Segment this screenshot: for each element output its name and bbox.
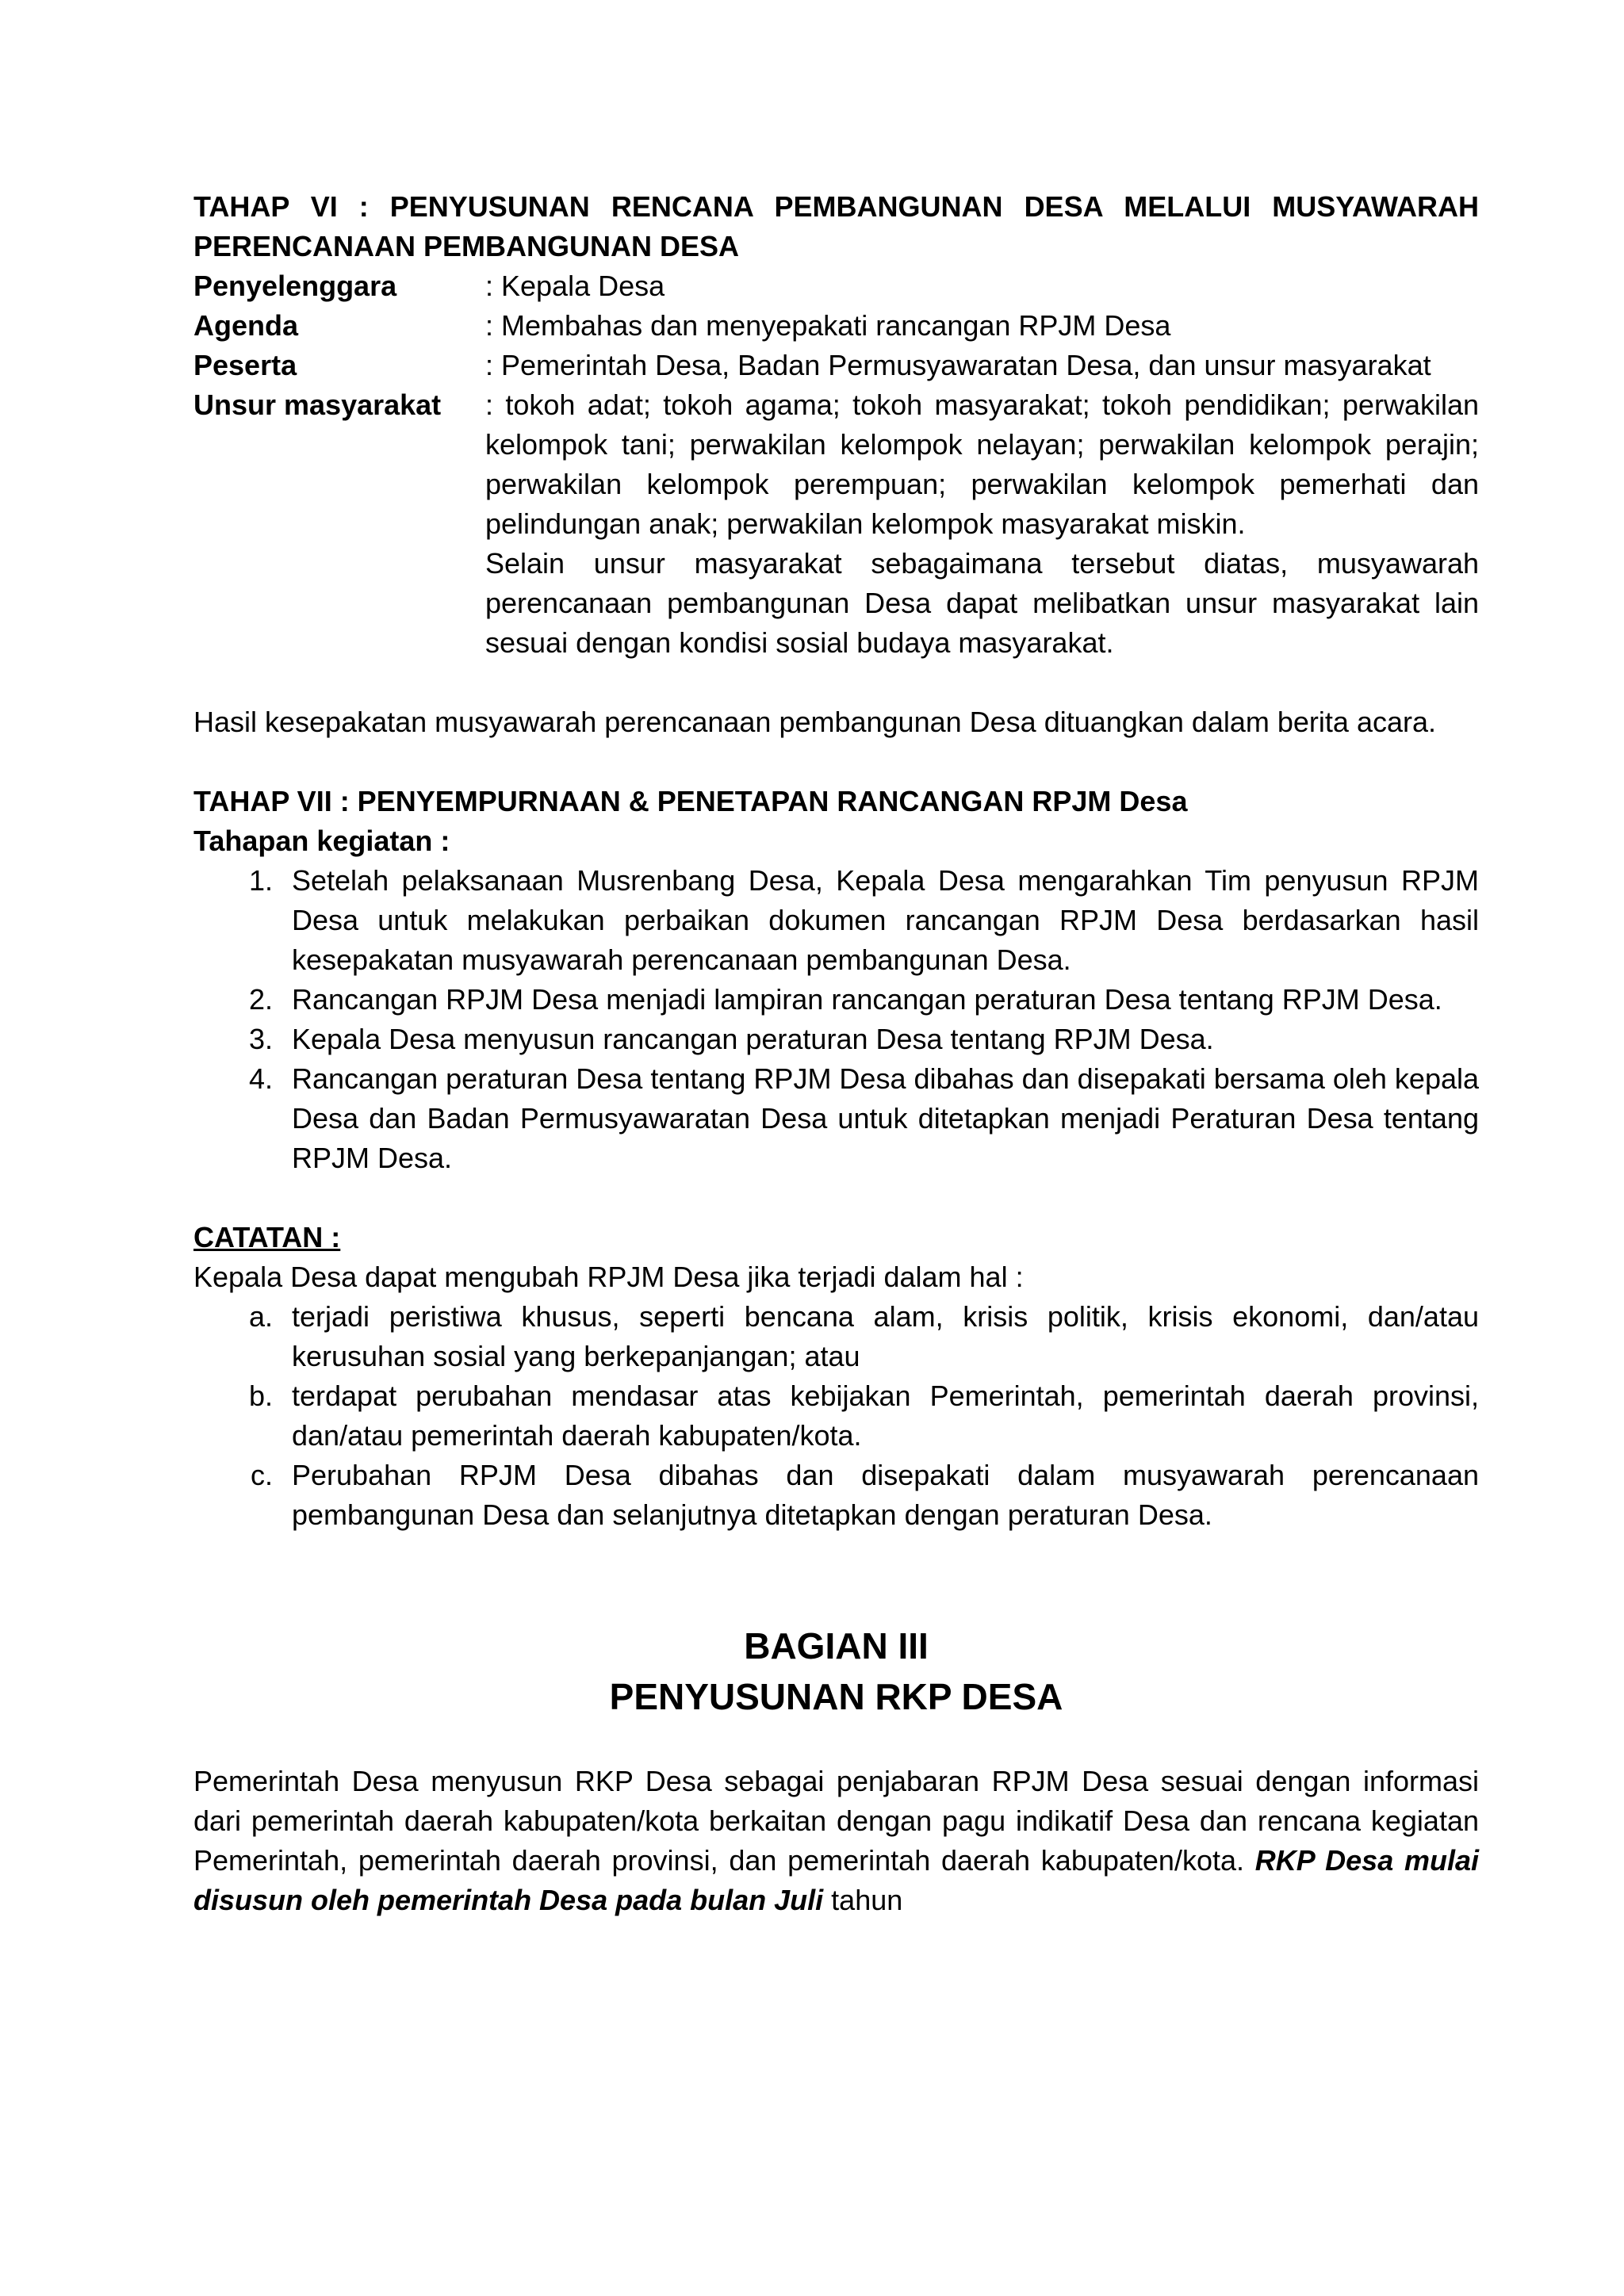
list-item [193, 1020, 1479, 1059]
section-title: BAGIAN III [744, 1625, 929, 1667]
meta-row-penyelenggara [193, 266, 1479, 306]
meta-label: Peserta [193, 349, 297, 381]
list-text: Perubahan RPJM Desa dibahas dan disepakati dalam musyawarah perencanaan pembangunan Desa dan selanjutnya ditetapkan dengan peraturan Desa. [292, 1459, 1479, 1531]
list-number: 2. [248, 983, 273, 1016]
list-text: Kepala Desa menyusun rancangan peraturan Desa tentang RPJM Desa. [292, 1023, 1214, 1055]
tahap-7-heading: TAHAP VII : PENYEMPURNAAN & PENETAPAN RANCANGAN RPJM Desa [193, 785, 1188, 817]
tahap-7-subheading: Tahapan kegiatan : [193, 825, 450, 857]
meta-row-peserta [193, 346, 1479, 385]
meta-label: Penyelenggara [193, 270, 397, 302]
list-text: Rancangan RPJM Desa menjadi lampiran rancangan peraturan Desa tentang RPJM Desa. [292, 983, 1442, 1016]
list-item [193, 861, 1479, 980]
meta-value [485, 306, 1479, 346]
meta-value [485, 346, 1479, 385]
list-item [193, 1059, 1479, 1178]
section-subtitle: PENYUSUNAN RKP DESA [609, 1676, 1063, 1717]
catatan-intro: Kepala Desa dapat mengubah RPJM Desa jika terjadi dalam hal : [193, 1261, 1024, 1293]
paragraph-text-end: tahun [823, 1884, 903, 1916]
list-text: Setelah pelaksanaan Musrenbang Desa, Kepala Desa mengarahkan Tim penyusun RPJM Desa untuk melakukan perbaikan dokumen rancangan RPJM Desa berdasarkan hasil kesepakatan musyawarah perencanaan pembangunan Desa. [292, 864, 1479, 976]
list-number: 4. [248, 1062, 273, 1095]
catatan-heading: CATATAN : [193, 1221, 341, 1253]
catatan-list [193, 1297, 1479, 1535]
list-letter: c. [250, 1459, 273, 1491]
meta-value-text: : Kepala Desa [485, 270, 665, 302]
spacer [193, 663, 1479, 702]
meta-value-extra-text: Selain unsur masyarakat sebagaimana tersebut diatas, musyawarah perencanaan pembangunan Desa dapat melibatkan unsur masyarakat lain sesuai dengan kondisi sosial budaya masyarakat. [485, 547, 1479, 659]
list-text: terjadi peristiwa khusus, seperti bencana alam, krisis politik, krisis ekonomi, dan/atau kerusuhan sosial yang berkepanjangan; atau [292, 1300, 1479, 1372]
list-text: Rancangan peraturan Desa tentang RPJM Desa dibahas dan disepakati bersama oleh kepala Desa dan Badan Permusyawaratan Desa untuk ditetapkan menjadi Peraturan Desa tentang RPJM Desa. [292, 1062, 1479, 1174]
spacer [193, 1535, 1479, 1621]
meta-value-text: : Pemerintah Desa, Badan Permusyawaratan Desa, dan unsur masyarakat [485, 349, 1431, 381]
tahap-7-list [193, 861, 1479, 1178]
list-number: 1. [248, 864, 273, 897]
meta-value-text: : Membahas dan menyepakati rancangan RPJM Desa [485, 309, 1171, 342]
meta-value-text: : tokoh adat; tokoh agama; tokoh masyarakat; tokoh pendidikan; perwakilan kelompok tani; perwakilan kelompok nelayan; perwakilan kelompok perajin; perwakilan kelompok perempuan; perwakilan kelompok pemerhati dan pelindungan anak; perwakilan kelompok masyarakat miskin. [485, 388, 1479, 540]
list-item [193, 1297, 1479, 1376]
list-item [193, 1456, 1479, 1535]
meta-label: Unsur masyarakat [193, 388, 442, 421]
meta-label: Agenda [193, 309, 299, 342]
meta-row-unsur-masyarakat [193, 385, 1479, 663]
list-text: terdapat perubahan mendasar atas kebijakan Pemerintah, pemerintah daerah provinsi, dan/atau pemerintah daerah kabupaten/kota. [292, 1380, 1479, 1452]
bagian-3-paragraph [193, 1762, 1479, 1920]
paragraph-emphasis: RKP Desa mulai disusun oleh pemerintah Desa pada bulan Juli [193, 1844, 1479, 1916]
tahap-6-result-paragraph: Hasil kesepakatan musyawarah perencanaan pembangunan Desa dituangkan dalam berita acara. [193, 706, 1437, 738]
list-item [193, 980, 1479, 1020]
list-item [193, 1376, 1479, 1456]
list-letter: b. [248, 1380, 273, 1412]
paragraph-text: Pemerintah Desa menyusun RKP Desa sebagai penjabaran RPJM Desa sesuai dengan informasi dari pemerintah daerah kabupaten/kota berkaitan dengan pagu indikatif Desa dan rencana kegiatan Pemerintah, pemerintah daerah provinsi, dan pemerintah daerah kabupaten/kota. [193, 1765, 1479, 1877]
meta-row-agenda [193, 306, 1479, 346]
meta-value [485, 385, 1479, 663]
tahap-6-heading: TAHAP VI : PENYUSUNAN RENCANA PEMBANGUNAN DESA MELALUI MUSYAWARAH PERENCANAAN PEMBANGUNAN DESA [193, 190, 1479, 262]
spacer [193, 1178, 1479, 1218]
spacer [193, 742, 1479, 782]
list-number: 3. [248, 1023, 273, 1055]
list-letter: a. [248, 1300, 273, 1333]
meta-value [485, 266, 1479, 306]
spacer [193, 1722, 1479, 1762]
